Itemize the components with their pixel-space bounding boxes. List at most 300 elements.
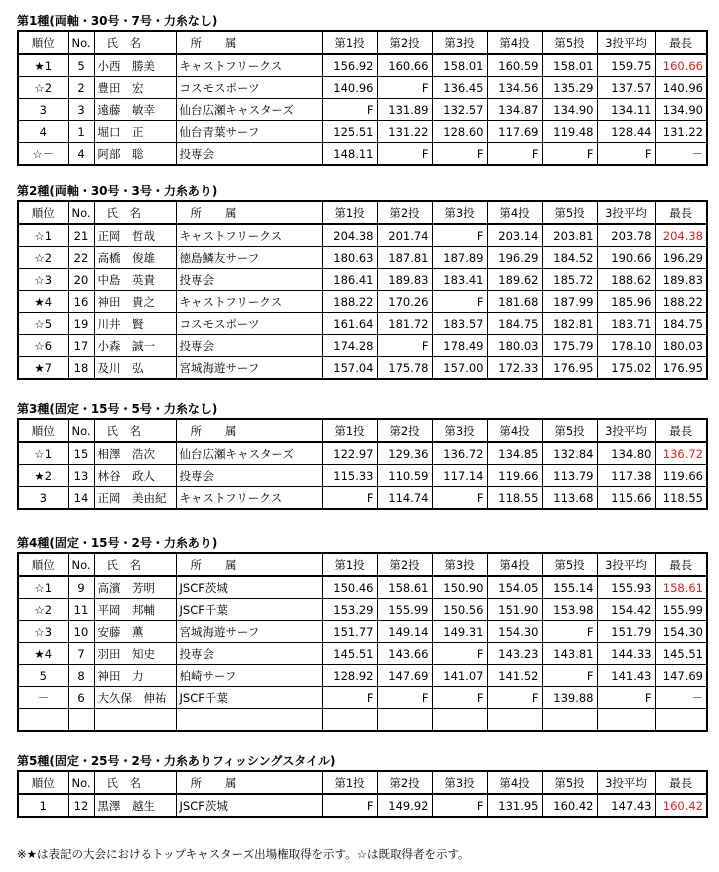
table-row (18, 665, 707, 687)
cell: 119.48 (542, 121, 597, 143)
column-header: 第3投 (432, 419, 487, 442)
cell: 12 (68, 794, 94, 817)
column-header: 3投平均 (597, 419, 655, 442)
cell: F (322, 794, 377, 817)
cell: JSCF千葉 (176, 599, 322, 621)
header-row (18, 771, 707, 794)
column-header: No. (68, 31, 94, 54)
cell: 神田 貴之 (94, 291, 176, 313)
column-header: 最長 (655, 31, 707, 54)
table-row (18, 465, 707, 487)
cell (18, 709, 68, 732)
table-row (18, 357, 707, 380)
cell: キャストフリークス (176, 54, 322, 77)
cell: 178.10 (597, 335, 655, 357)
cell: 147.69 (655, 665, 707, 687)
cell: 仙台広瀬キャスターズ (176, 442, 322, 465)
section-2 (17, 183, 708, 380)
column-header: 順位 (18, 553, 68, 576)
cell: ☆1 (18, 576, 68, 599)
cell: 豊田 宏 (94, 77, 176, 99)
cell: 143.23 (487, 643, 542, 665)
cell: 137.57 (597, 77, 655, 99)
cell: 投専会 (176, 643, 322, 665)
cell: 160.66 (377, 54, 432, 77)
table-row (18, 487, 707, 510)
cell: 183.71 (597, 313, 655, 335)
cell: 187.89 (432, 247, 487, 269)
cell: 139.88 (542, 687, 597, 709)
cell: 134.85 (487, 442, 542, 465)
cell: 185.96 (597, 291, 655, 313)
cell: 203.78 (597, 224, 655, 247)
column-header: No. (68, 419, 94, 442)
cell: F (432, 143, 487, 166)
table-row (18, 621, 707, 643)
cell: 115.33 (322, 465, 377, 487)
column-header: 3投平均 (597, 553, 655, 576)
cell: 阿部 聡 (94, 143, 176, 166)
cell: 14 (68, 487, 94, 510)
cell: 143.66 (377, 643, 432, 665)
section-title: 第2種(両軸・30号・3号・力糸あり) (17, 184, 218, 198)
cell: 203.14 (487, 224, 542, 247)
column-header: 順位 (18, 201, 68, 224)
footnote: ※★は表記の大会におけるトップキャスターズ出場権取得を示す。☆は既取得者を示す。 (17, 847, 470, 861)
cell: 141.52 (487, 665, 542, 687)
cell: 145.51 (322, 643, 377, 665)
cell: 185.72 (542, 269, 597, 291)
header-row (18, 31, 707, 54)
cell: 宮城海遊サーフ (176, 357, 322, 380)
cell: 150.56 (432, 599, 487, 621)
cell: ★4 (18, 643, 68, 665)
column-header: 第5投 (542, 553, 597, 576)
table-row (18, 54, 707, 77)
cell: 投専会 (176, 143, 322, 166)
cell: 189.83 (377, 269, 432, 291)
cell: JSCF茨城 (176, 576, 322, 599)
cell: 134.90 (655, 99, 707, 121)
cell: ☆5 (18, 313, 68, 335)
results-table (17, 770, 708, 818)
cell: 176.95 (542, 357, 597, 380)
cell: 144.33 (597, 643, 655, 665)
column-header: 第1投 (322, 31, 377, 54)
cell: 149.31 (432, 621, 487, 643)
cell: 大久保 伸祐 (94, 687, 176, 709)
column-header: 第4投 (487, 419, 542, 442)
cell: 161.64 (322, 313, 377, 335)
column-header: 氏 名 (94, 553, 176, 576)
table-row (18, 643, 707, 665)
table-row (18, 313, 707, 335)
column-header: 順位 (18, 31, 68, 54)
cell: 196.29 (487, 247, 542, 269)
column-header: 第2投 (377, 201, 432, 224)
cell: 黒澤 越生 (94, 794, 176, 817)
cell: 柏崎サーフ (176, 665, 322, 687)
cell: 159.75 (597, 54, 655, 77)
cell: 151.77 (322, 621, 377, 643)
column-header: 第2投 (377, 771, 432, 794)
cell: 180.03 (487, 335, 542, 357)
cell: 150.90 (432, 576, 487, 599)
cell: 160.59 (487, 54, 542, 77)
cell: 131.95 (487, 794, 542, 817)
cell: 21 (68, 224, 94, 247)
cell: F (432, 643, 487, 665)
cell: 196.29 (655, 247, 707, 269)
cell: 201.74 (377, 224, 432, 247)
section-title: 第3種(固定・15号・5号・力糸なし) (17, 402, 218, 416)
cell: 181.68 (487, 291, 542, 313)
cell: 遠藤 敏幸 (94, 99, 176, 121)
cell: 151.90 (487, 599, 542, 621)
column-header: 第2投 (377, 31, 432, 54)
cell: 17 (68, 335, 94, 357)
cell: 131.89 (377, 99, 432, 121)
section-title: 第4種(固定・15号・2号・力糸あり) (17, 536, 218, 550)
cell: F (432, 687, 487, 709)
results-table (17, 200, 708, 380)
cell: 180.63 (322, 247, 377, 269)
cell: 高濱 芳明 (94, 576, 176, 599)
cell: 186.41 (322, 269, 377, 291)
column-header: 最長 (655, 419, 707, 442)
column-header: 第1投 (322, 201, 377, 224)
cell: 154.05 (487, 576, 542, 599)
cell: ☆－ (18, 143, 68, 166)
cell: 投専会 (176, 465, 322, 487)
cell: 6 (68, 687, 94, 709)
cell: ☆6 (18, 335, 68, 357)
column-header: 第5投 (542, 201, 597, 224)
cell: F (597, 687, 655, 709)
table-row (18, 335, 707, 357)
column-header: 第3投 (432, 31, 487, 54)
cell: 204.38 (322, 224, 377, 247)
section-title: 第1種(両軸・30号・7号・力糸なし) (17, 14, 218, 28)
cell: 176.95 (655, 357, 707, 380)
cell: 18 (68, 357, 94, 380)
column-header: 第2投 (377, 419, 432, 442)
results-table (17, 418, 708, 510)
cell: 林谷 政人 (94, 465, 176, 487)
cell: 131.22 (655, 121, 707, 143)
cell: － (655, 143, 707, 166)
cell: 125.51 (322, 121, 377, 143)
cell: 118.55 (487, 487, 542, 510)
section-4 (17, 535, 708, 732)
cell: ☆2 (18, 77, 68, 99)
cell: 184.75 (487, 313, 542, 335)
column-header: 第5投 (542, 419, 597, 442)
cell: ☆2 (18, 599, 68, 621)
cell (655, 709, 707, 732)
column-header: 氏 名 (94, 201, 176, 224)
cell: JSCF千葉 (176, 687, 322, 709)
cell: 投専会 (176, 335, 322, 357)
cell: F (322, 99, 377, 121)
cell: 仙台青葉サーフ (176, 121, 322, 143)
column-header: 3投平均 (597, 771, 655, 794)
cell: 131.22 (377, 121, 432, 143)
cell: 183.57 (432, 313, 487, 335)
cell: 188.62 (597, 269, 655, 291)
cell: F (377, 77, 432, 99)
column-header: 氏 名 (94, 31, 176, 54)
cell: 4 (18, 121, 68, 143)
cell: コスモスポーツ (176, 77, 322, 99)
cell: 157.04 (322, 357, 377, 380)
column-header: No. (68, 771, 94, 794)
cell: 189.83 (655, 269, 707, 291)
results-table (17, 30, 708, 166)
cell: 154.30 (655, 621, 707, 643)
column-header: 第5投 (542, 771, 597, 794)
cell: F (542, 621, 597, 643)
column-header: 所 属 (176, 553, 322, 576)
cell: 仙台広瀬キャスターズ (176, 99, 322, 121)
record-distance-cell: 204.38 (655, 224, 707, 247)
cell: 174.28 (322, 335, 377, 357)
cell (68, 709, 94, 732)
cell: 1 (68, 121, 94, 143)
cell: 158.01 (432, 54, 487, 77)
cell: 147.69 (377, 665, 432, 687)
cell: 147.43 (597, 794, 655, 817)
cell: 135.29 (542, 77, 597, 99)
cell: 136.45 (432, 77, 487, 99)
column-header: 所 属 (176, 419, 322, 442)
cell: 181.72 (377, 313, 432, 335)
column-header: 第3投 (432, 201, 487, 224)
cell: ☆2 (18, 247, 68, 269)
cell: 136.72 (432, 442, 487, 465)
cell: 128.92 (322, 665, 377, 687)
cell: 153.29 (322, 599, 377, 621)
column-header: No. (68, 553, 94, 576)
cell: 115.66 (597, 487, 655, 510)
cell: 川井 賢 (94, 313, 176, 335)
column-header: 最長 (655, 201, 707, 224)
cell: ★1 (18, 54, 68, 77)
cell: 堀口 正 (94, 121, 176, 143)
cell: 178.49 (432, 335, 487, 357)
cell: 156.92 (322, 54, 377, 77)
cell: 155.14 (542, 576, 597, 599)
cell: ☆1 (18, 224, 68, 247)
cell: 122.97 (322, 442, 377, 465)
cell (322, 709, 377, 732)
cell: 11 (68, 599, 94, 621)
cell: ★7 (18, 357, 68, 380)
column-header: 第4投 (487, 771, 542, 794)
column-header: 第4投 (487, 201, 542, 224)
column-header: 第1投 (322, 419, 377, 442)
cell: 175.79 (542, 335, 597, 357)
cell: F (432, 794, 487, 817)
table-row (18, 576, 707, 599)
cell: JSCF茨城 (176, 794, 322, 817)
cell: 187.99 (542, 291, 597, 313)
table-row (18, 247, 707, 269)
cell: ★4 (18, 291, 68, 313)
cell: 20 (68, 269, 94, 291)
cell: 平岡 邦輔 (94, 599, 176, 621)
cell: 155.99 (655, 599, 707, 621)
cell: 4 (68, 143, 94, 166)
cell (542, 709, 597, 732)
header-row (18, 419, 707, 442)
cell: 1 (18, 794, 68, 817)
cell: 175.02 (597, 357, 655, 380)
table-row (18, 99, 707, 121)
cell: 150.46 (322, 576, 377, 599)
cell: 羽田 知史 (94, 643, 176, 665)
table-row (18, 121, 707, 143)
cell: 154.30 (487, 621, 542, 643)
record-distance-cell: 158.61 (655, 576, 707, 599)
cell: F (322, 487, 377, 510)
cell: 中島 英貴 (94, 269, 176, 291)
cell: 19 (68, 313, 94, 335)
table-row (18, 709, 707, 732)
cell: ☆3 (18, 621, 68, 643)
cell: キャストフリークス (176, 291, 322, 313)
table-row (18, 794, 707, 817)
cell: F (487, 687, 542, 709)
cell: 114.74 (377, 487, 432, 510)
record-distance-cell: 160.42 (655, 794, 707, 817)
table-row (18, 599, 707, 621)
cell: 128.60 (432, 121, 487, 143)
table-row (18, 687, 707, 709)
cell: 143.81 (542, 643, 597, 665)
cell: 投専会 (176, 269, 322, 291)
cell: 113.68 (542, 487, 597, 510)
cell: コスモスポーツ (176, 313, 322, 335)
cell: 180.03 (655, 335, 707, 357)
cell: 190.66 (597, 247, 655, 269)
cell: 22 (68, 247, 94, 269)
cell: F (377, 687, 432, 709)
cell: ★2 (18, 465, 68, 487)
cell: 182.81 (542, 313, 597, 335)
header-row (18, 553, 707, 576)
cell: 134.90 (542, 99, 597, 121)
cell: F (377, 143, 432, 166)
record-distance-cell: 160.66 (655, 54, 707, 77)
cell: 及川 弘 (94, 357, 176, 380)
cell: 13 (68, 465, 94, 487)
cell: 128.44 (597, 121, 655, 143)
cell: 129.36 (377, 442, 432, 465)
results-table (17, 552, 708, 732)
cell: 9 (68, 576, 94, 599)
cell: 113.79 (542, 465, 597, 487)
cell: ☆1 (18, 442, 68, 465)
cell: 119.66 (655, 465, 707, 487)
cell: 正岡 美由紀 (94, 487, 176, 510)
column-header: 順位 (18, 419, 68, 442)
cell: 宮城海遊サーフ (176, 621, 322, 643)
cell: 安藤 薫 (94, 621, 176, 643)
column-header: 第4投 (487, 31, 542, 54)
cell: 134.87 (487, 99, 542, 121)
column-header: 所 属 (176, 31, 322, 54)
cell: 小森 誠一 (94, 335, 176, 357)
cell: 119.66 (487, 465, 542, 487)
cell: 189.62 (487, 269, 542, 291)
cell: 184.75 (655, 313, 707, 335)
cell: 157.00 (432, 357, 487, 380)
cell: 小西 勝美 (94, 54, 176, 77)
record-distance-cell: 136.72 (655, 442, 707, 465)
header-row (18, 201, 707, 224)
cell: 158.01 (542, 54, 597, 77)
cell: F (542, 143, 597, 166)
cell: 134.11 (597, 99, 655, 121)
cell: 3 (18, 487, 68, 510)
column-header: 所 属 (176, 201, 322, 224)
table-row (18, 269, 707, 291)
section-3 (17, 401, 708, 510)
column-header: 3投平均 (597, 201, 655, 224)
cell: 5 (68, 54, 94, 77)
cell: 158.61 (377, 576, 432, 599)
cell: F (432, 487, 487, 510)
cell: 16 (68, 291, 94, 313)
cell: 155.93 (597, 576, 655, 599)
cell: 188.22 (655, 291, 707, 313)
cell (487, 709, 542, 732)
cell: 2 (68, 77, 94, 99)
cell: 110.59 (377, 465, 432, 487)
column-header: 第3投 (432, 553, 487, 576)
column-header: 第2投 (377, 553, 432, 576)
cell: 148.11 (322, 143, 377, 166)
cell: 149.14 (377, 621, 432, 643)
cell: 正岡 哲哉 (94, 224, 176, 247)
cell: 153.98 (542, 599, 597, 621)
cell: 8 (68, 665, 94, 687)
cell: F (487, 143, 542, 166)
column-header: 第4投 (487, 553, 542, 576)
cell: 149.92 (377, 794, 432, 817)
cell: F (597, 143, 655, 166)
cell: 140.96 (322, 77, 377, 99)
column-header: 第1投 (322, 553, 377, 576)
cell: 3 (68, 99, 94, 121)
cell: 188.22 (322, 291, 377, 313)
cell: ☆3 (18, 269, 68, 291)
column-header: 第3投 (432, 771, 487, 794)
cell (432, 709, 487, 732)
column-header: 第1投 (322, 771, 377, 794)
cell: 相澤 浩次 (94, 442, 176, 465)
section-5 (17, 753, 708, 818)
cell: 172.33 (487, 357, 542, 380)
cell: － (655, 687, 707, 709)
cell (597, 709, 655, 732)
cell: 145.51 (655, 643, 707, 665)
cell: 5 (18, 665, 68, 687)
cell: 15 (68, 442, 94, 465)
cell: 117.38 (597, 465, 655, 487)
cell: 134.80 (597, 442, 655, 465)
